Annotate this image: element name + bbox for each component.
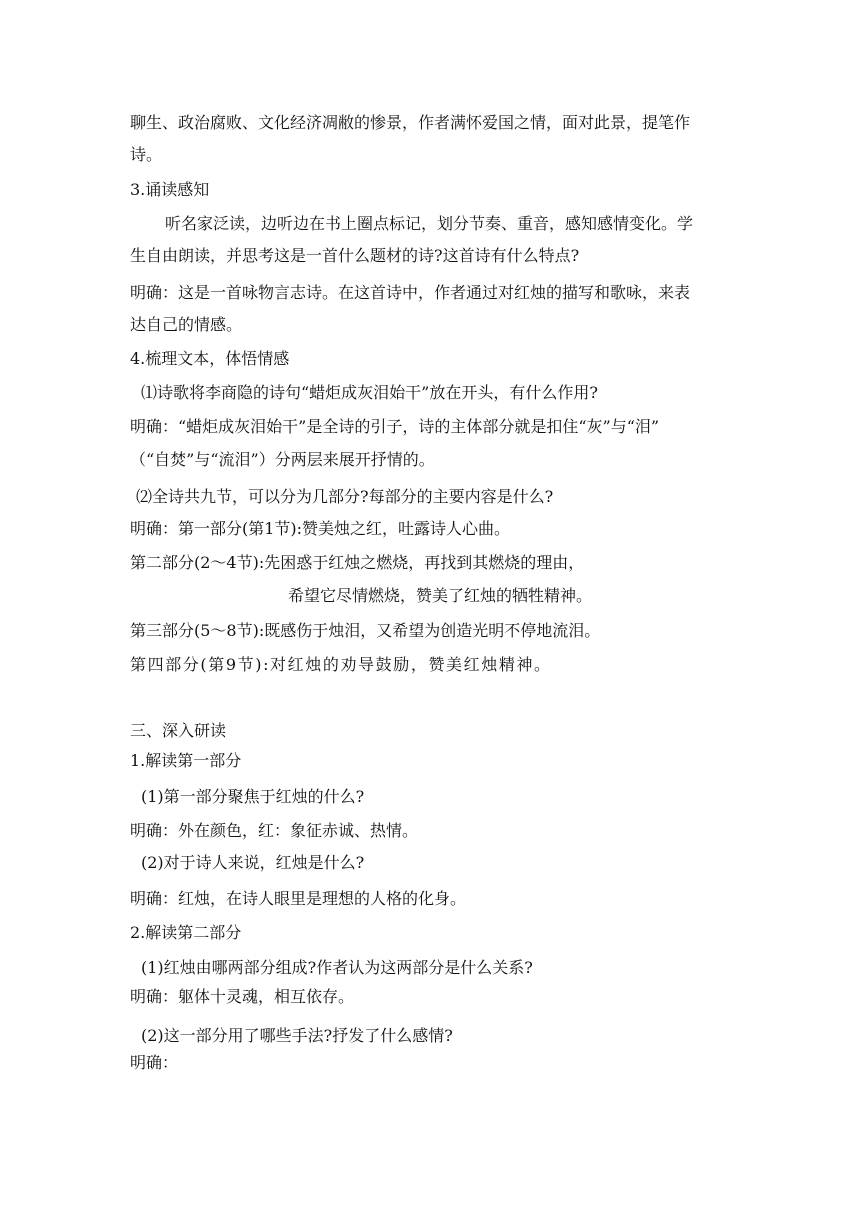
text-line: 希望它尽情燃烧，赞美了红烛的牺牲精神。 (288, 586, 593, 605)
text-line: （“自焚”与“流泪”）分两层来展开抒情的。 (130, 450, 435, 469)
section-heading: 4.梳理文本，体悟情感 (130, 349, 290, 368)
text-line: 明确：红烛，在诗人眼里是理想的人格的化身。 (130, 889, 467, 908)
subsection-heading: 2.解读第二部分 (130, 923, 242, 942)
question-line: (1)第一部分聚焦于红烛的什么? (141, 787, 365, 806)
text-line: 聊生、政治腐败、文化经济凋敝的惨景，作者满怀爱国之情，面对此景，提笔作 (130, 113, 691, 132)
section-heading: 三、深入研读 (130, 721, 227, 740)
question-line: ⑵全诗共九节，可以分为几部分?每部分的主要内容是什么? (136, 487, 554, 506)
text-line: 明确： (130, 1053, 179, 1072)
text-line: 明确：“蜡炬成灰泪始干”是全诗的引子，诗的主体部分就是扣住“灰”与“泪” (130, 417, 660, 436)
text-line: 明确：外在颜色，红：象征赤诚、热情。 (130, 821, 419, 840)
text-line: 明确：这是一首咏物言志诗。在这首诗中，作者通过对红烛的描写和歌咏，来表 (130, 283, 691, 302)
question-line: ⑴诗歌将李商隐的诗句“蜡炬成灰泪始干”放在开头，有什么作用? (141, 383, 598, 402)
text-line: 生自由朗读，并思考这是一首什么题材的诗?这首诗有什么特点? (130, 246, 580, 265)
text-line: 达自己的情感。 (130, 315, 243, 334)
text-line: 第二部分(2～4节):先困惑于红烛之燃烧，再找到其燃烧的理由， (130, 553, 585, 572)
text-line: 明确：第一部分(第1节):赞美烛之红，吐露诗人心曲。 (130, 519, 511, 538)
text-line: 明确：躯体十灵魂，相互依存。 (130, 987, 355, 1006)
question-line: (2)对于诗人来说，红烛是什么? (141, 853, 365, 872)
question-line: (1)红烛由哪两部分组成?作者认为这两部分是什么关系? (141, 958, 533, 977)
text-line: 第三部分(5～8节):既感伤于烛泪，又希望为创造光明不停地流泪。 (130, 621, 601, 640)
text-line: 诗。 (130, 145, 163, 164)
question-line: (2)这一部分用了哪些手法?抒发了什么感情? (141, 1026, 453, 1045)
text-line: 第四部分(第9节):对红烛的劝导鼓励，赞美红烛精神。 (130, 655, 552, 674)
subsection-heading: 1.解读第一部分 (130, 751, 242, 770)
text-line: 听名家泛读，边听边在书上圈点标记，划分节奏、重音，感知感情变化。学 (165, 214, 694, 233)
section-heading: 3.诵读感知 (130, 180, 210, 199)
